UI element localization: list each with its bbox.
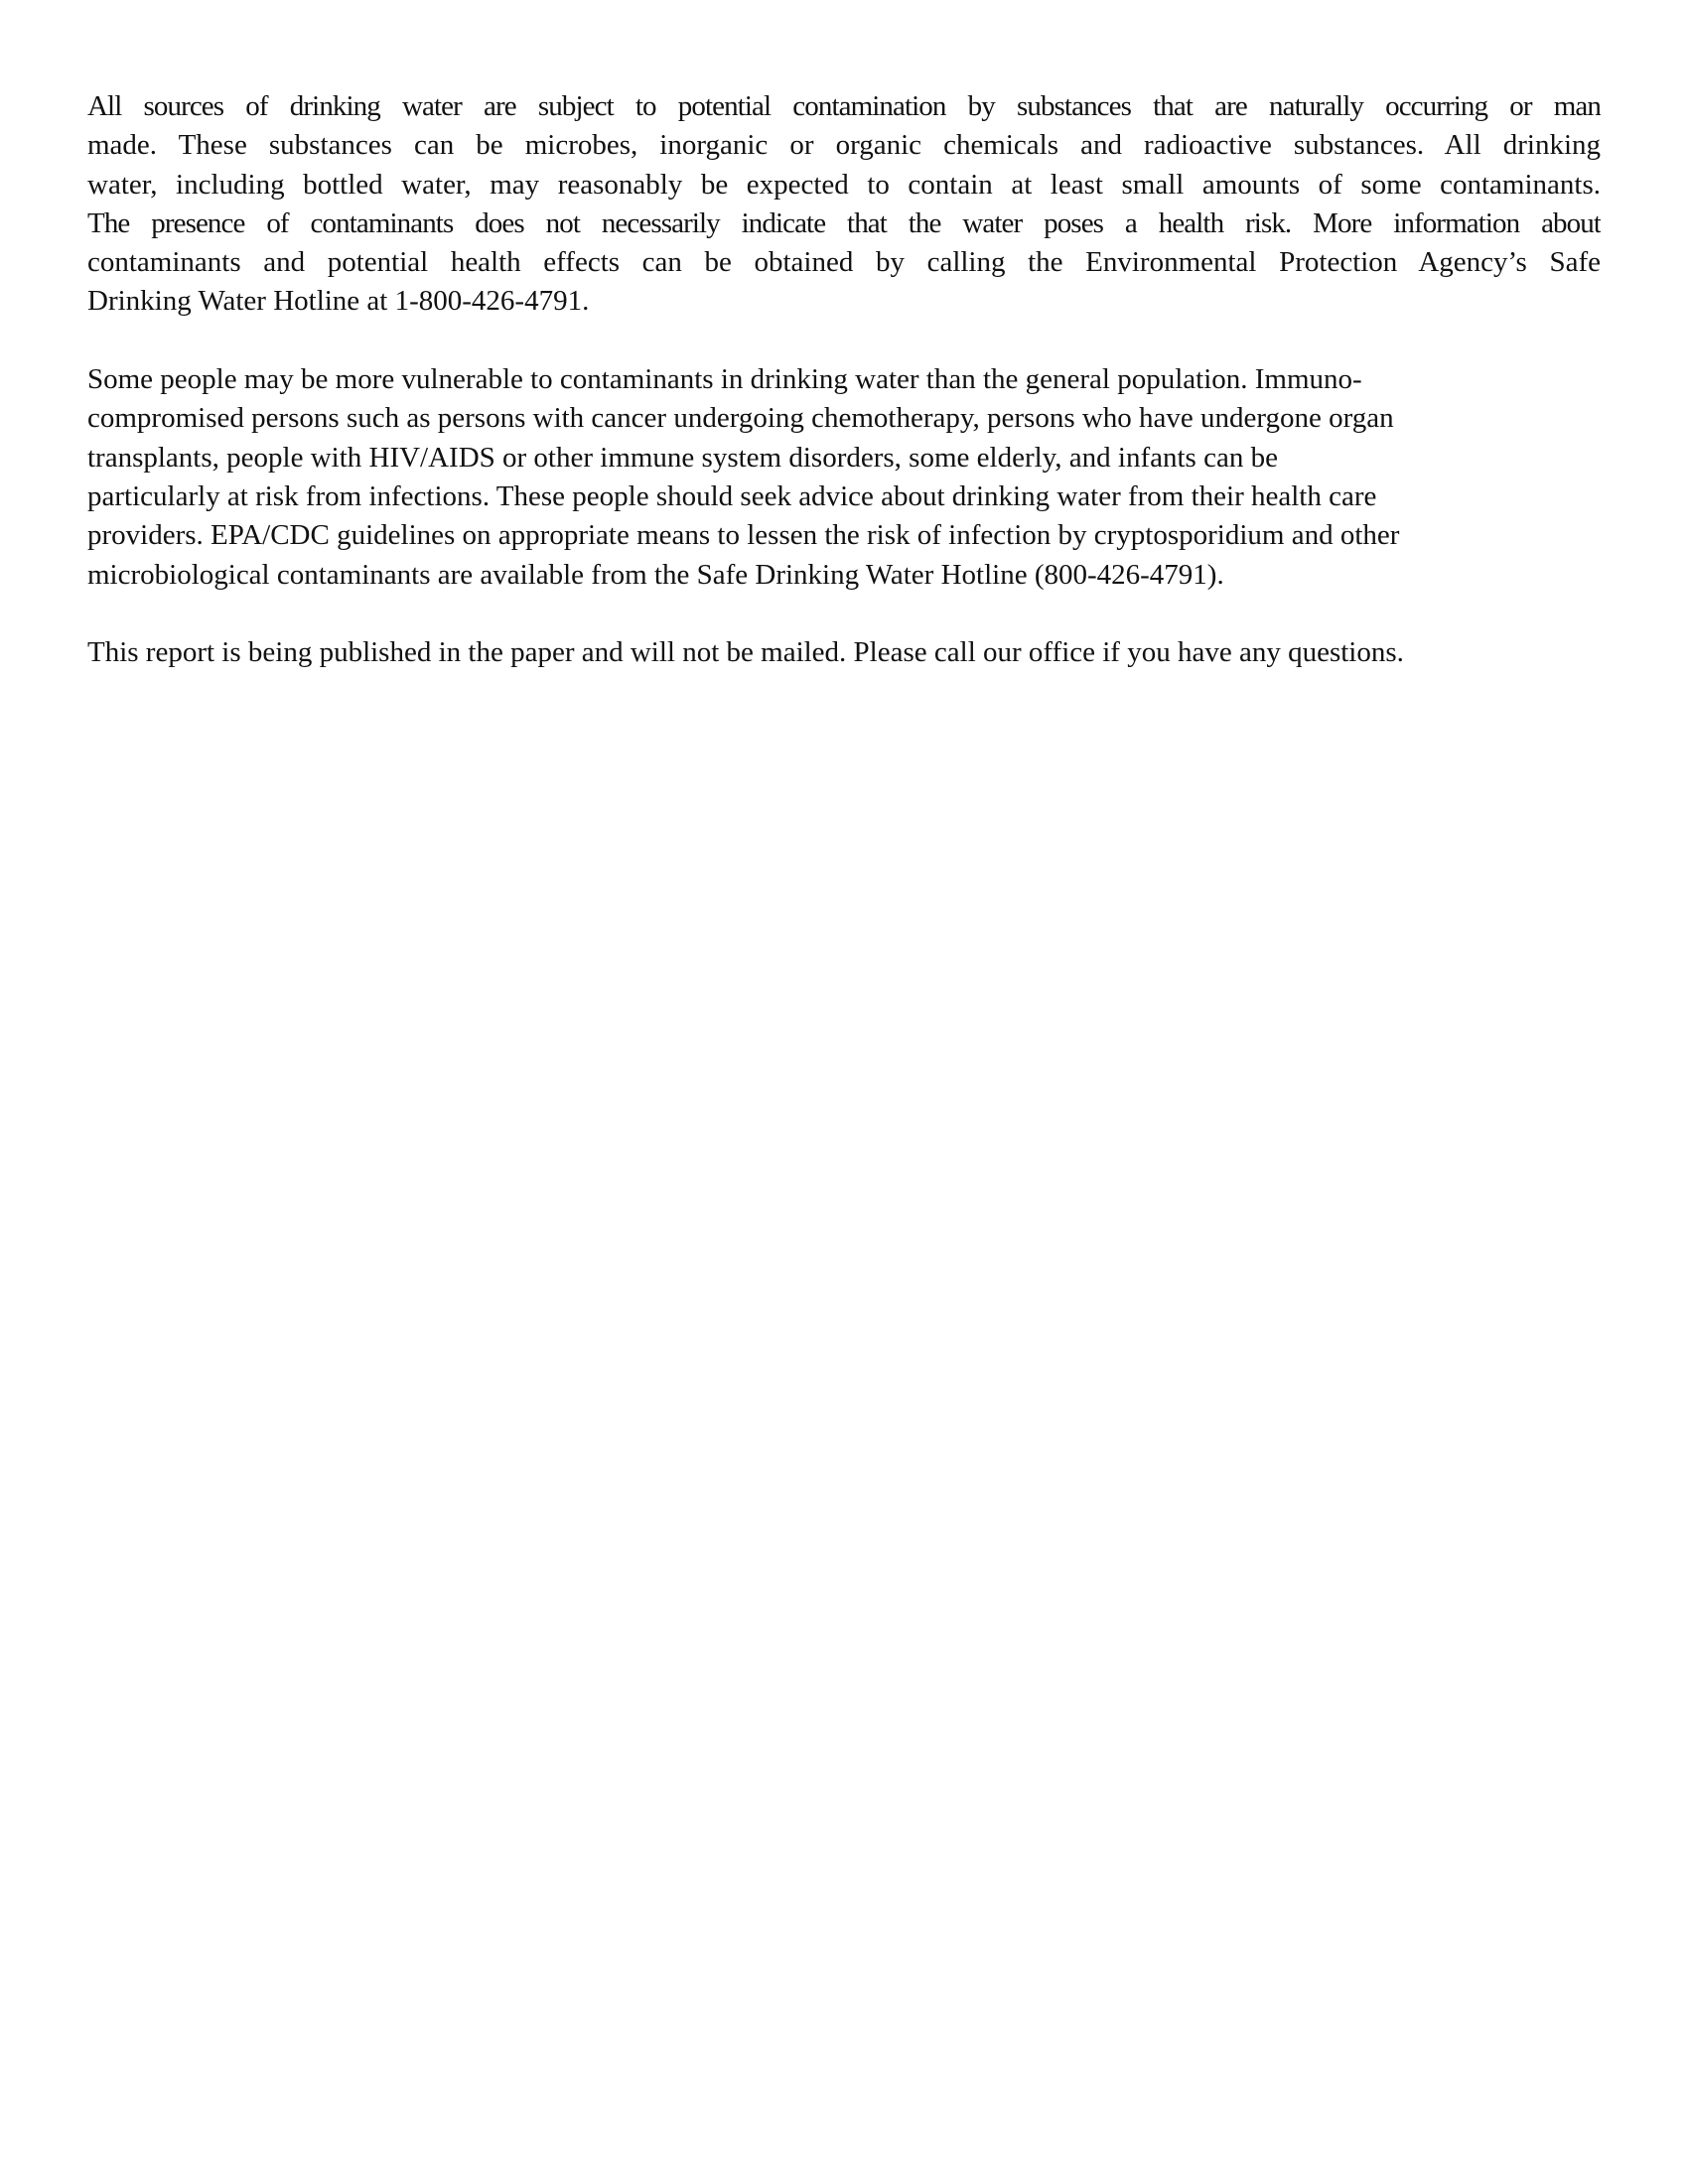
- text-line: transplants, people with HIV/AIDS or other immune system disorders, some elderly, and infants can be: [87, 441, 1278, 474]
- paragraph-contamination-notice: [87, 87, 1601, 322]
- text-line: made. These substances can be microbes, inorganic or organic chemicals and radioactive substances. All drinking: [87, 129, 1601, 162]
- paragraph-publication-notice: [87, 633, 1601, 672]
- text-line-hotline: microbiological contaminants are available from the Safe Drinking Water Hotline (800-426-4791).: [87, 558, 1224, 591]
- paragraph-vulnerable-populations: [87, 360, 1601, 595]
- text-line: All sources of drinking water are subject to potential contamination by substances that are naturally occurring or man: [87, 90, 1601, 122]
- text-line: Some people may be more vulnerable to contaminants in drinking water than the general population. Immuno-: [87, 363, 1362, 396]
- text-line: contaminants and potential health effects can be obtained by calling the Environmental Protection Agency’s Safe: [87, 246, 1601, 279]
- document-page: [87, 87, 1601, 712]
- text-line: compromised persons such as persons with cancer undergoing chemotherapy, persons who have undergone organ: [87, 402, 1394, 435]
- text-line: particularly at risk from infections. These people should seek advice about drinking water from their health care: [87, 479, 1377, 512]
- text-line: This report is being published in the paper and will not be mailed. Please call our office if you have any questions.: [87, 636, 1404, 669]
- text-line: providers. EPA/CDC guidelines on appropriate means to lessen the risk of infection by cryptosporidium and other: [87, 519, 1400, 552]
- text-line-hotline: Drinking Water Hotline at 1-800-426-4791.: [87, 285, 590, 318]
- text-line: The presence of contaminants does not necessarily indicate that the water poses a health risk. More information about: [87, 206, 1601, 239]
- text-line: water, including bottled water, may reasonably be expected to contain at least small amounts of some contaminants.: [87, 168, 1601, 201]
